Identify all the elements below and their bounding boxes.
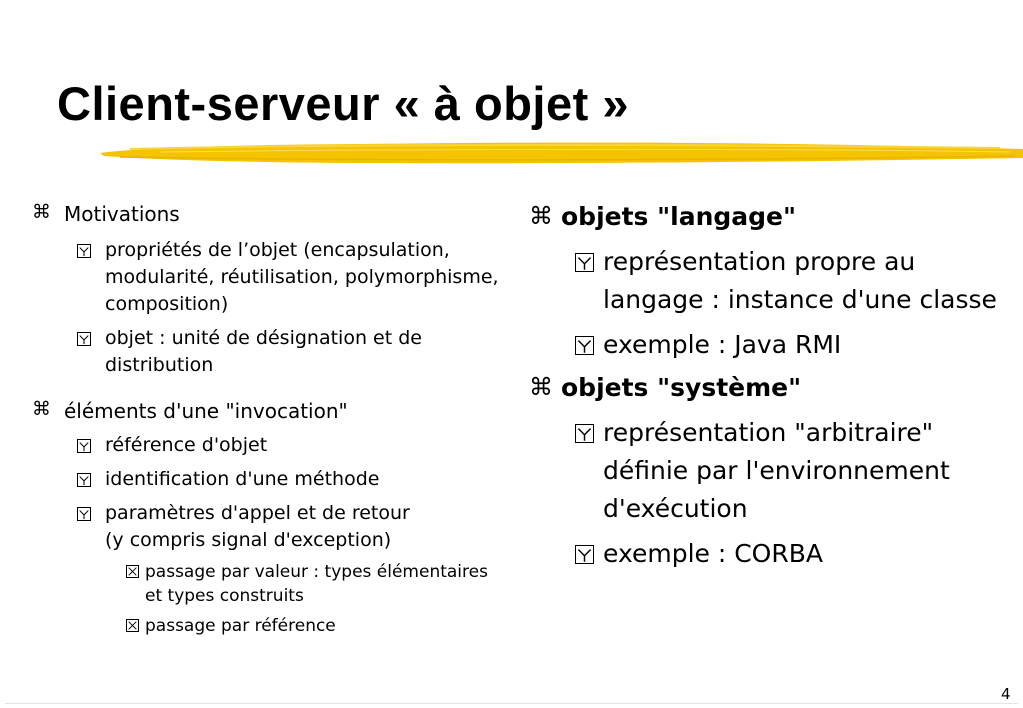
checkbox-bullet-icon bbox=[77, 507, 91, 521]
subitem-label-line2: (y compris signal d'exception) bbox=[105, 529, 392, 551]
checkbox-bullet-icon bbox=[575, 424, 594, 443]
left-column bbox=[30, 200, 500, 638]
checkbox-bullet-icon bbox=[77, 439, 91, 453]
subitem-label: exemple : Java RMI bbox=[603, 330, 842, 359]
bullet-label: Motivations bbox=[64, 202, 180, 226]
subitem-label: propriétés de l’objet (encapsulation, modularité, réutilisation, polymorphisme, composition) bbox=[105, 239, 499, 315]
subitem-exemple-java-rmi bbox=[527, 326, 1007, 364]
subitem-label: représentation propre au langage : instance d'une classe bbox=[603, 247, 997, 314]
subitem-label: référence d'objet bbox=[105, 434, 268, 456]
subitem-objet-unite bbox=[30, 325, 500, 379]
slide-title: Client-serveur « à objet » bbox=[57, 77, 629, 130]
checkbox-bullet-icon bbox=[575, 545, 594, 564]
subitem-reference-objet bbox=[30, 432, 500, 459]
subitem-identification-methode bbox=[30, 466, 500, 493]
bullet-elements-invocation bbox=[30, 397, 500, 425]
subsubitem-passage-reference bbox=[30, 614, 500, 638]
command-bullet-icon: ⌘ bbox=[529, 202, 553, 230]
bullet-label: objets "système" bbox=[561, 373, 802, 402]
crossed-box-bullet-icon bbox=[126, 619, 139, 632]
right-column bbox=[527, 200, 1007, 573]
page-number: 4 bbox=[1001, 685, 1011, 703]
subitem-parametres bbox=[30, 500, 500, 554]
subsubitem-label: passage par valeur : types élémentaires et types construits bbox=[145, 562, 488, 606]
checkbox-bullet-icon bbox=[77, 244, 91, 258]
checkbox-bullet-icon bbox=[77, 473, 91, 487]
bullet-motivations bbox=[30, 200, 500, 228]
subsubitem-passage-valeur bbox=[30, 560, 500, 608]
bullet-label: éléments d'une "invocation" bbox=[64, 399, 348, 423]
checkbox-bullet-icon bbox=[575, 253, 594, 272]
subitem-label: représentation "arbitraire" définie par l'environnement d'exécution bbox=[603, 418, 950, 523]
bullet-label: objets "langage" bbox=[561, 202, 797, 231]
bullet-objets-systeme bbox=[527, 371, 1007, 405]
command-bullet-icon: ⌘ bbox=[529, 373, 553, 401]
subsubitem-label: passage par référence bbox=[145, 616, 336, 636]
subitem-proprietes bbox=[30, 237, 500, 318]
subitem-label: exemple : CORBA bbox=[603, 539, 823, 568]
command-bullet-icon: ⌘ bbox=[32, 398, 51, 420]
subitem-representation-langage bbox=[527, 243, 1007, 319]
subitem-label: paramètres d'appel et de retour bbox=[105, 502, 410, 524]
subitem-label: objet : unité de désignation et de distribution bbox=[105, 327, 422, 376]
checkbox-bullet-icon bbox=[77, 332, 91, 346]
subitem-label: identification d'une méthode bbox=[105, 468, 380, 490]
bullet-objets-langage bbox=[527, 200, 1007, 234]
crossed-box-bullet-icon bbox=[126, 565, 139, 578]
checkbox-bullet-icon bbox=[575, 336, 594, 355]
title-underline-brush bbox=[100, 136, 1023, 170]
subitem-exemple-corba bbox=[527, 535, 1007, 573]
subitem-representation-arbitraire bbox=[527, 414, 1007, 528]
footer-divider bbox=[5, 703, 1018, 704]
command-bullet-icon: ⌘ bbox=[32, 201, 51, 223]
